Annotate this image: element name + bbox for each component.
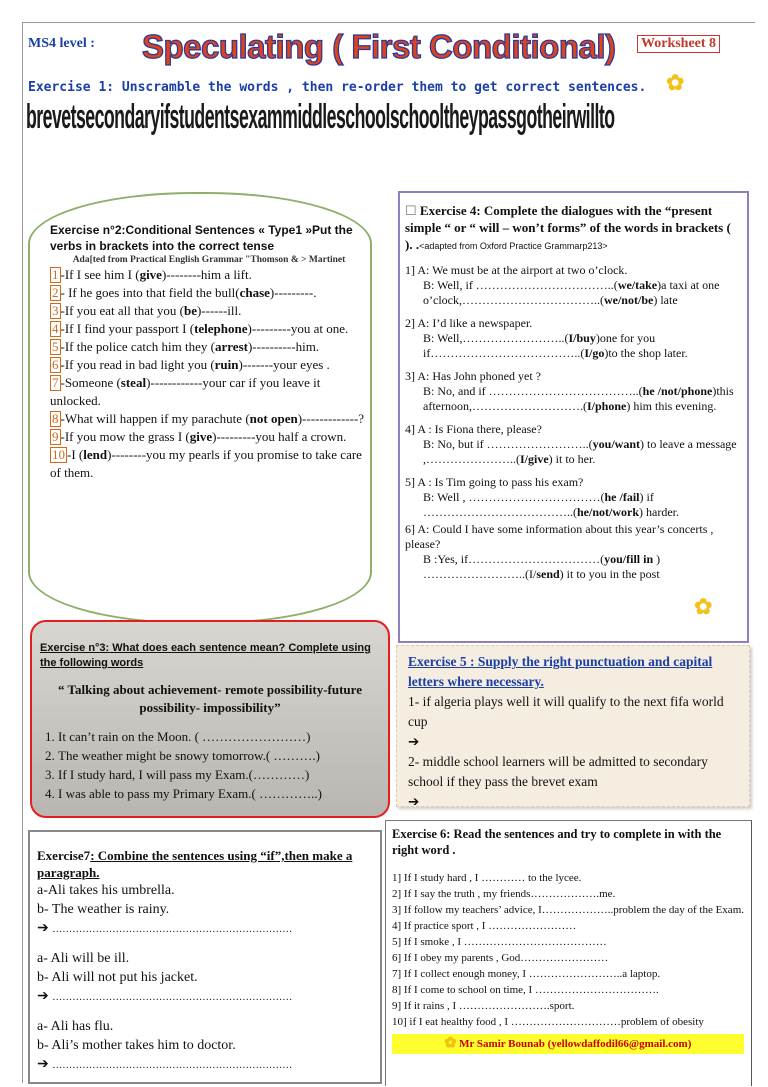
flower-icon: ✿ xyxy=(666,70,685,95)
item-number: 1 xyxy=(52,267,59,282)
exercise5-heading: Exercise 5 : Supply the right punctuation and capital letters where necessary. xyxy=(408,654,713,689)
item-number: 10 xyxy=(52,447,65,462)
exercise7-a2: a- Ali will be ill. xyxy=(37,951,130,966)
dialogue-1-b: B: Well, if ……………………………..(we/take)a taxi at one o’clock,……………………………..(we/not/be) late xyxy=(423,278,720,307)
exercise3-item: 1. It can’t rain on the Moon. ( ……………………) xyxy=(58,727,380,746)
exercise5 xyxy=(408,652,744,812)
exercise2-item: 6 -If you read in bad light you (ruin)-------your eyes . xyxy=(52,357,330,372)
exercise6-item: 5] If I smoke , I ………………………………… xyxy=(392,936,607,948)
flower-icon: ✿ xyxy=(694,594,713,619)
answer-line: ➔ ……………………………………………………………… xyxy=(37,989,293,1004)
exercise6-item: 8] If I come to school on time, I ……………………………. xyxy=(392,984,659,996)
exercise2-item: 3 -If you eat all that you (be)------ill. xyxy=(52,303,242,318)
dialogue-5-a: 5] A : Is Tim going to pass his exam? xyxy=(405,475,584,489)
exercise3-item: 2. The weather might be snowy tomorrow.( ……….) xyxy=(58,746,380,765)
item-number: 4 xyxy=(52,321,59,336)
exercise6-item: 4] If practice sport , I …………………… xyxy=(392,920,577,932)
exercise2-source: Ada[ted from Practical English Grammar "Thomson & > Martinet xyxy=(72,255,346,265)
dialogue-1 xyxy=(405,263,741,308)
exercise2-item: 2 - If he goes into that field the bull(chase)---------. xyxy=(52,285,317,300)
dialogue-4-a: 4] A : Is Fiona there, please? xyxy=(405,422,542,436)
dialogue-6-b: B :Yes, if……………………………(you/fill in ) ……………………..(I/send) it to you in the post xyxy=(423,552,661,581)
scrambled-words: brevetsecondaryifstudentsexammiddleschoolschooltheypassgotheirwillto xyxy=(26,98,615,136)
dialogue-6 xyxy=(405,522,741,582)
exercise7-heading: Exercise7: Combine the sentences using “if”,then make a paragraph. xyxy=(37,848,353,880)
exercise6-item: 7] If I collect enough money, I ……………………..a laptop. xyxy=(392,968,661,980)
exercise3-list xyxy=(40,727,380,803)
exercise2-item: 4 -If I find your passport I (telephone)---------you at one. xyxy=(52,321,349,336)
exercise1-instruction: Exercise 1: Unscramble the words , then re-order them to get correct sentences. xyxy=(28,80,647,95)
item-number: 8 xyxy=(52,411,59,426)
level-label: MS4 level : xyxy=(28,36,95,51)
arrow-icon: ➔ xyxy=(37,989,49,1004)
exercise6-item: 9] If it rains , I …………………….sport. xyxy=(392,1000,575,1012)
exercise6-item: 6] If I obey my parents , God…………………… xyxy=(392,952,609,964)
exercise6-item: 2] If I say the truth , my friends……………….me. xyxy=(392,888,616,900)
exercise2-list xyxy=(50,266,368,482)
exercise3-heading: Exercise n°3: What does each sentence mean? Complete using the following words xyxy=(40,642,371,669)
flower-icon: ✿ xyxy=(444,1036,457,1051)
arrow-icon: ➔ xyxy=(37,1057,49,1072)
item-number: 5 xyxy=(52,339,59,354)
exercise6-heading: Exercise 6: Read the sentences and try to complete in with the right word . xyxy=(392,827,722,857)
exercise3 xyxy=(40,641,380,803)
exercise6 xyxy=(392,826,744,1054)
worksheet-badge: Worksheet 8 xyxy=(637,35,720,53)
item-number: 7 xyxy=(52,375,59,390)
exercise3-item: 3. If I study hard, I will pass my Exam.(…………) xyxy=(58,765,380,784)
checkbox-icon: ☐ xyxy=(405,203,417,218)
dialogue-4-b: B: No, but if ……………………..(you/want) to leave a message ,…………………..(I/give) it to her. xyxy=(423,437,737,466)
exercise6-item: 10] if I eat healthy food , I …………………………problem of obesity xyxy=(392,1016,704,1028)
exercise5-sentence-2: 2- middle school learners will be admitted to secondary school if they pass the brevet exam xyxy=(408,754,708,789)
arrow-icon: ➔ xyxy=(408,794,420,809)
exercise2-item: 7 -Someone (steal)------------your car if you leave it unlocked. xyxy=(50,375,321,408)
dialogue-3-b: B: No, and if ………………………………..(he /not/phone)this afternoon,……………………….(I/phone) him this evening. xyxy=(423,384,734,413)
dialogue-4 xyxy=(405,422,741,467)
author-credit: ✿ Mr Samir Bounab (yellowdaffodil66@gmail.com) xyxy=(392,1034,744,1054)
exercise7-b1: b- The weather is rainy. xyxy=(37,902,170,917)
exercise6-list xyxy=(392,870,744,1030)
item-number: 6 xyxy=(52,357,59,372)
dialogue-2-b: B: Well,……………………..(I/buy)one for you if………………………………..(I/go)to the shop later. xyxy=(423,331,688,360)
dialogue-5 xyxy=(405,475,741,520)
item-number: 9 xyxy=(52,429,59,444)
exercise7-a3: a- Ali has flu. xyxy=(37,1019,114,1034)
arrow-icon: ➔ xyxy=(408,734,420,749)
exercise3-word-bank: “ Talking about achievement- remote possibility-future possibility- impossibility” xyxy=(58,682,362,715)
exercise5-sentence-1: 1- if algeria plays well it will qualify to the next fifa world cup xyxy=(408,694,724,729)
exercise2 xyxy=(50,222,368,482)
exercise2-heading: Exercise n°2:Conditional Sentences « Type1 »Put the verbs in brackets into the correct tense xyxy=(50,223,353,253)
dialogue-3-a: 3] A: Has John phoned yet ? xyxy=(405,369,541,383)
exercise7 xyxy=(37,847,373,1085)
exercise2-item: 10 -I (lend)--------you my pearls if you promise to take care of them. xyxy=(50,447,362,480)
dialogue-3 xyxy=(405,369,741,414)
exercise2-item: 1 -If I see him I (give)--------him a lift. xyxy=(52,267,252,282)
dialogue-2-a: 2] A: I’d like a newspaper. xyxy=(405,316,533,330)
exercise3-item: 4. I was able to pass my Primary Exam.( …………..) xyxy=(58,784,380,803)
exercise7-b3: b- Ali’s mother takes him to doctor. xyxy=(37,1038,236,1053)
exercise2-item: 8 -What will happen if my parachute (not open)-------------? xyxy=(52,411,365,426)
dialogue-5-b: B: Well , ……………………………(he /fail) if ………………………………..(he/not/work) harder. xyxy=(423,490,679,519)
page-title: Speculating ( First Conditional) xyxy=(142,28,616,65)
dialogue-1-a: 1] A: We must be at the airport at two o’clock. xyxy=(405,263,628,277)
exercise6-item: 3] If follow my teachers’ advice, I………………..problem the day of the Exam. xyxy=(392,904,744,916)
exercise7-b2: b- Ali will not put his jacket. xyxy=(37,970,198,985)
item-number: 3 xyxy=(52,303,59,318)
exercise7-a1: a-Ali takes his umbrella. xyxy=(37,883,175,898)
exercise4-source: <adapted from Oxford Practice Grammarp213> xyxy=(419,241,608,251)
exercise2-item: 5 -If the police catch him they (arrest)----------him. xyxy=(52,339,320,354)
item-number: 2 xyxy=(52,285,59,300)
dialogue-2 xyxy=(405,316,741,361)
answer-line: ➔ ……………………………………………………………… xyxy=(37,921,293,936)
arrow-icon: ➔ xyxy=(37,921,49,936)
exercise4 xyxy=(405,202,741,582)
exercise2-item: 9 -If you mow the grass I (give)---------you half a crown. xyxy=(52,429,347,444)
exercise6-item: 1] If I study hard , I ………… to the lycee. xyxy=(392,872,582,884)
dialogue-6-a: 6] A: Could I have some information about this year’s concerts , please? xyxy=(405,522,714,551)
answer-line: ➔ ……………………………………………………………… xyxy=(37,1057,293,1072)
exercise4-heading: Exercise 4: Complete the dialogues with the “present simple “ or “ will – won’t forms” of the words in brackets ( ). . xyxy=(405,203,731,252)
